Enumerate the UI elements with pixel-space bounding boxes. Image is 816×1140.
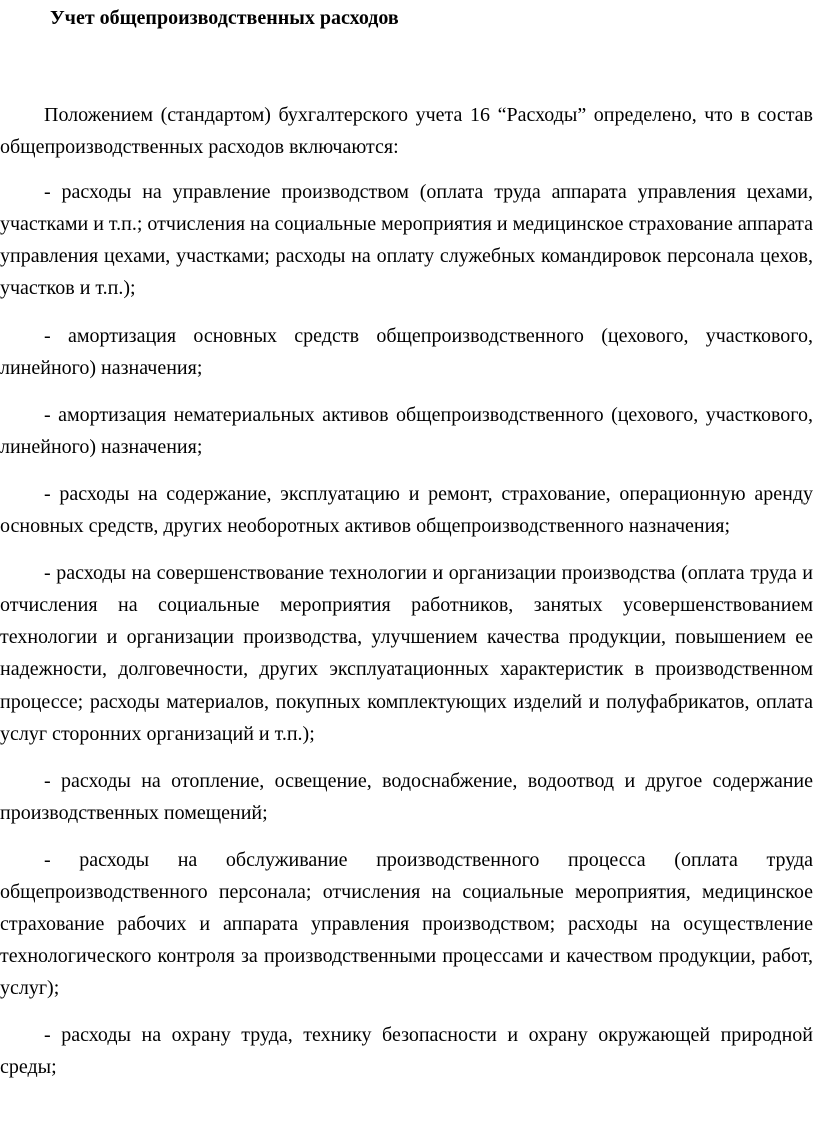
paragraph-item: - расходы на управление производством (оплата труда аппарата управления цехами, участками и т.п.; отчисления на социальные мероприятия и медицинское страхование аппарата управления цехами, участками; расходы на оплату служебных командировок персонала цехов, участков и т.п.); <box>0 181 813 300</box>
paragraph-item: - расходы на обслуживание производственного процесса (оплата труда общепроизводственного персонала; отчисления на социальные мероприятия, медицинское страхование рабочих и аппарата управления производством; расходы на осуществление технологического контроля за производственными процессами и качеством продукции, работ, услуг); <box>0 848 813 1000</box>
paragraph-item: - расходы на содержание, эксплуатацию и ремонт, страхование, операционную аренду основных средств, других необоротных активов общепроизводственного назначения; <box>0 482 813 538</box>
document-title: Учет общепроизводственных расходов <box>50 7 399 29</box>
paragraph-item: - амортизация нематериальных активов общепроизводственного (цехового, участкового, линейного) назначения; <box>0 403 813 458</box>
paragraph-item: - расходы на совершенствование технологии и организации производства (оплата труда и отчисления на социальные мероприятия работников, занятых усовершенствованием технологии и организации производства, улучшением качества продукции, повышением ее надежности, долговечности, других эксплуатационных характеристик в производственном процессе; расходы материалов, покупных комплектующих изделий и полуфабрикатов, оплата услуг сторонних организаций и т.п.); <box>0 562 813 745</box>
paragraph-item: - расходы на отопление, освещение, водоснабжение, водоотвод и другое содержание производственных помещений; <box>0 769 813 824</box>
document-body <box>0 99 813 1099</box>
paragraph-item: - расходы на охрану труда, технику безопасности и охрану окружающей природной среды; <box>0 1024 813 1079</box>
paragraph-intro: Положением (стандартом) бухгалтерского учета 16 “Расходы” определено, что в состав общепроизводственных расходов включаются: <box>0 104 813 159</box>
paragraph-item: - амортизация основных средств общепроизводственного (цехового, участкового, линейного) назначения; <box>0 324 813 379</box>
